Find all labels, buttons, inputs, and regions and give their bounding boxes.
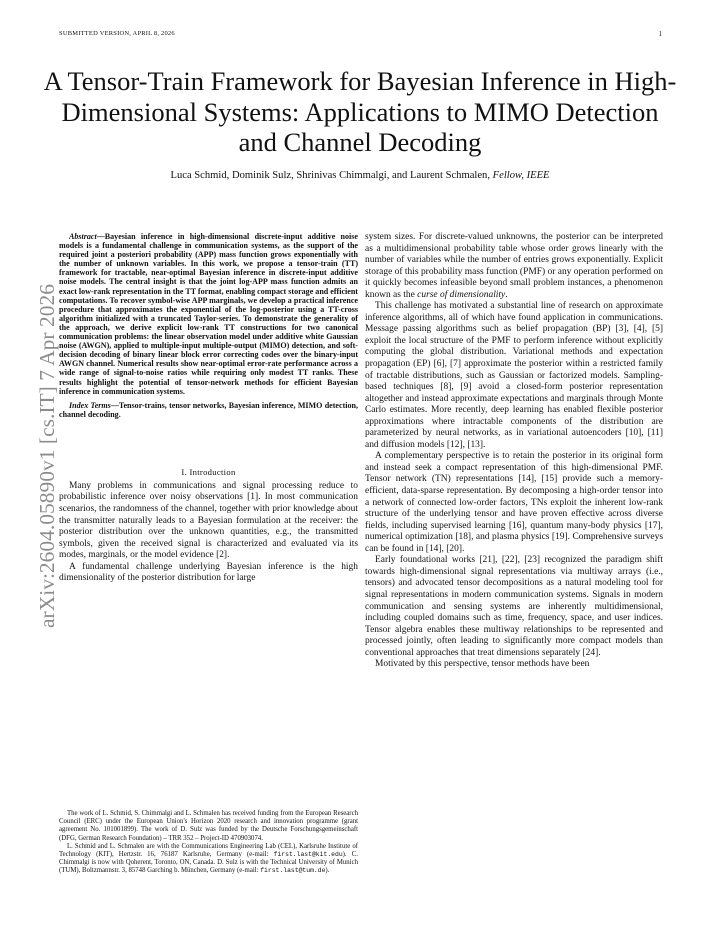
body-paragraph	[365, 232, 663, 301]
paper-title: A Tensor-Train Framework for Bayesian Inference in High-Dimensional Systems: Applications to MIMO Detection and Channel Decoding	[43, 66, 677, 157]
footnote-text: L. Schmid and L. Schmalen are with the Communications Engineering Lab (CEL), Karlsruhe Institute of Technology (KIT), Hertzstr. 16, 76187 Karlsruhe, Germany (e-mail:	[59, 842, 358, 859]
body-paragraph: Motivated by this perspective, tensor methods have been	[375, 659, 590, 670]
body-paragraph: Early foundational works [21], [22], [23] recognized the paradigm shift towards high-dimensional signal representations via multiway arrays (i.e., tensors) and advocated tensor decompositions as a natural modeling tool for signal representations in modern communication systems. Signals in modern communication and sensing systems are inherently multidimensional, including coupled domains such as time, frequency, space, and user indices. Tensor algebra enables these multiway relationships to be represented and processed jointly, often leading to significantly more compact models than conventional approaches that treat dimensions separately [24].	[365, 555, 663, 658]
footnote-text: ).	[325, 867, 330, 875]
author-suffix: Fellow, IEEE	[492, 170, 550, 181]
emphasis-term: curse of dimensionality	[417, 289, 506, 300]
page-number: 1	[658, 30, 662, 38]
left-column	[59, 232, 358, 585]
author-line	[40, 170, 680, 181]
abstract	[59, 232, 358, 396]
body-paragraph: This challenge has motivated a substantial line of research on approximate inference algorithms, all of which have found application in communications. Message passing algorithms such as belief propagation (BP) [3], [4], [5] exploit the local structure of the PMF to perform inference without explicitly computing the global distribution. Variational methods and expectation propagation (EP) [6], [7] approximate the posterior within a restricted family of tractable distributions, such as Gaussian or factorized models. Sampling-based techniques [8], [9] avoid a closed-form posterior representation altogether and instead approximate expectations and marginals through Monte Carlo estimates. More recently, deep learning has enabled flexible posterior approximations where intractable components of the distribution are parameterized by neural networks, as in variational autoencoders [10], [11] and diffusion models [12], [13].	[365, 301, 663, 450]
running-head: SUBMITTED VERSION, APRIL 8, 2026	[59, 30, 175, 37]
body-text: system sizes. For discrete-valued unknowns, the posterior can be interpreted as a multidimensional probability table whose order grows linearly with the number of variables while the number of entries grows exponentially. Explicit storage of this probability mass function (PMF) or any operation performed on it quickly becomes infeasible beyond small problem instances, a phenomenon known as the	[365, 232, 663, 300]
index-terms-text: —Tensor-trains, tensor networks, Bayesian inference, MIMO detection, channel decoding.	[59, 400, 358, 419]
right-column	[365, 232, 663, 671]
abstract-lead: Abstract	[69, 232, 97, 241]
body-text: .	[505, 289, 508, 300]
intro-paragraph: Many problems in communications and signal processing reduce to probabilistic inference over noisy observations [1]. In most communication scenarios, the randomness of the channel, together with prior knowledge about the transmitter naturally leads to a Bayesian formulation at the receiver: the posterior distribution over the unknown quantities, e.g., the transmitted symbols, given the received signal is characterized and evaluated via its modes, marginals, or the model evidence [2].	[59, 480, 358, 561]
abstract-text: —Bayesian inference in high-dimensional discrete-input additive noise models is a fundamental challenge in communication systems, as the support of the required joint a posteriori probability (APP) mass function grows exponentially with the number of unknown variables. In this work, we propose a tensor-train (TT) framework for tractable, near-optimal Bayesian inference in discrete-input additive noise models. The central insight is that the joint log-APP mass function admits an exact low-rank representation in the TT format, enabling compact storage and efficient computations. To recover symbol-wise APP marginals, we develop a practical inference procedure that approximates the exponential of the log-posterior using a TT-cross algorithm initialized with a truncated Taylor-series. To demonstrate the generality of the approach, we derive explicit low-rank TT constructions for two canonical communication problems: the linear observation model under additive white Gaussian noise (AWGN), applied to multiple-input multiple-output (MIMO) detection, and soft-decision decoding of binary linear block error correcting codes over the binary-input AWGN channel. Numerical results show near-optimal error-rate performance across a wide range of signal-to-noise ratios while requiring only modest TT ranks. These results highlight the potential of tensor-network methods for efficient Bayesian inference in communication systems.	[59, 232, 358, 396]
index-terms	[59, 401, 358, 419]
email-address: first.last@tum.de	[260, 867, 326, 875]
email-address: first.last@kit.edu	[273, 851, 343, 859]
section-heading-introduction: I. Introduction	[181, 466, 236, 477]
footnote-funding: The work of L. Schmid, S. Chimmalgi and L. Schmalen has received funding from the European Research Council (ERC) under the European Union's Horizon 2020 research and innovation programme (grant agreement No. 101001899). The work of D. Sulz was funded by the Deutsche Forschungsgemeinschaft (DFG, German Research Foundation) – TRR 352 – Project-ID 470903074.	[59, 810, 358, 842]
author-names: Luca Schmid, Dominik Sulz, Shrinivas Chimmalgi, and Laurent Schmalen,	[170, 170, 490, 181]
footnotes	[59, 810, 358, 876]
arxiv-stamp: arXiv:2604.05890v1 [cs.IT] 7 Apr 2026	[35, 284, 59, 628]
footnote-affiliation	[59, 843, 358, 876]
intro-paragraph: A fundamental challenge underlying Bayesian inference is the high dimensionality of the posterior distribution for large	[59, 561, 358, 584]
footnote-text: ). C. Chimmalgi is now with Qoherent, Toronto, ON, Canada. D. Sulz is with the Technical University of Munich (TUM), Boltzmannstr. 3, 85748 Garching b. München, Germany (e-mail:	[59, 851, 358, 875]
index-terms-lead: Index Terms	[69, 400, 111, 410]
body-paragraph: A complementary perspective is to retain the posterior in its original form and instead seek a compact representation of this high-dimensional PMF. Tensor network (TN) representations [14], [15] provide such a memory-efficient, data-sparse representation. By decomposing a high-order tensor into a network of connected low-order factors, TNs exploit the inherent low-rank structure of the underlying tensor and have proven effective across diverse fields, including supervised learning [16], quantum many-body physics [17], numerical optimization [18], and plasma physics [19]. Comprehensive surveys can be found in [14], [20].	[365, 451, 663, 554]
